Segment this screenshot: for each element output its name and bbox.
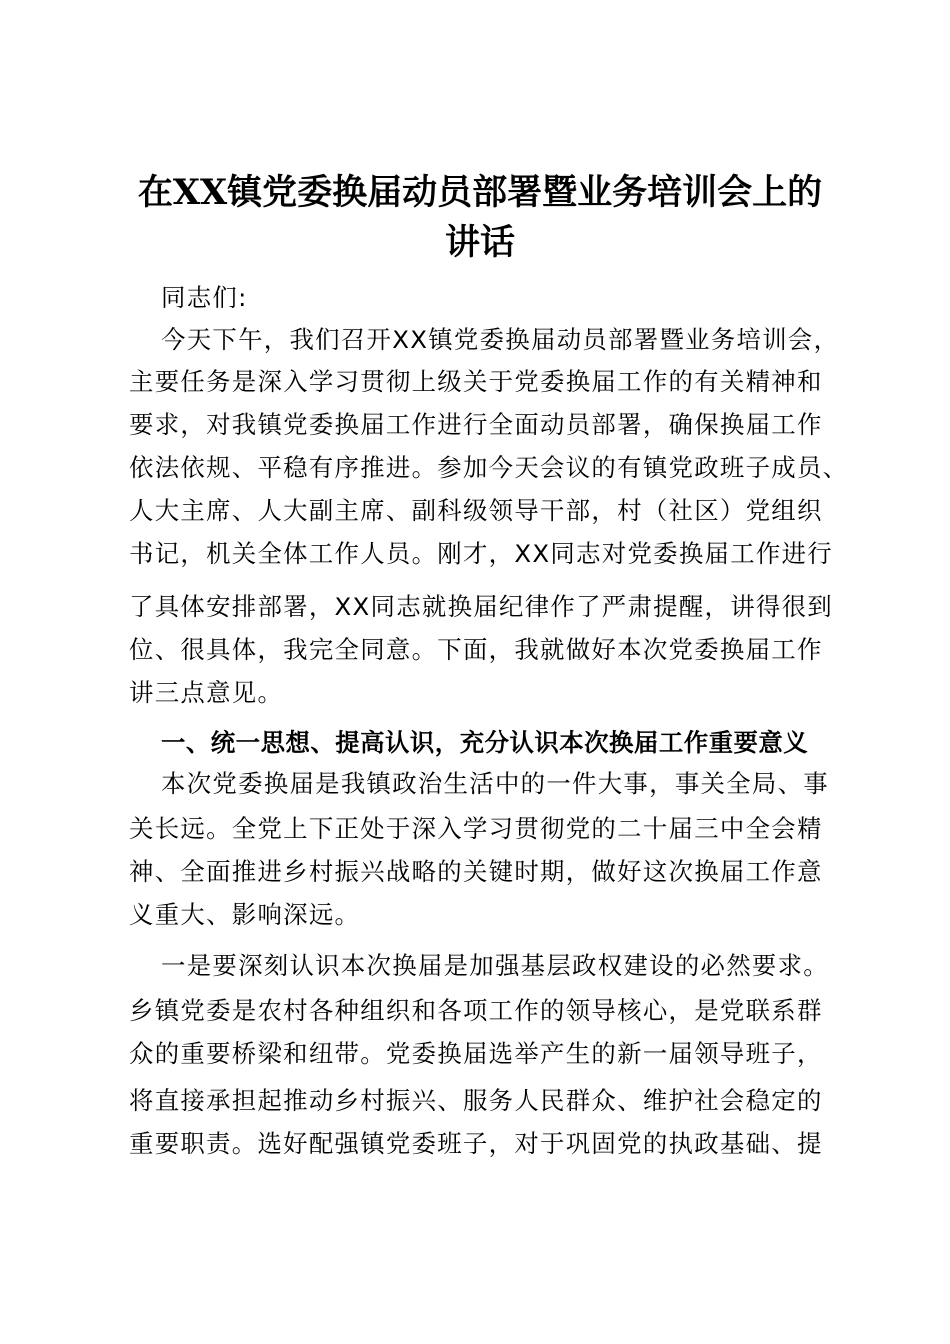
salutation: 同志们: <box>161 283 248 312</box>
paragraph-line: 关长远。全党上下正处于深入学习贯彻党的二十届三中全会精 <box>129 814 823 843</box>
paragraph-line: 重要职责。选好配强镇党委班子，对于巩固党的执政基础、提 <box>129 1129 823 1158</box>
paragraph-line: 一是要深刻认识本次换届是加强基层政权建设的必然要求。 <box>161 951 829 980</box>
paragraph-line: 今天下午，我们召开XX镇党委换届动员部署暨业务培训会， <box>161 325 840 354</box>
paragraph-line: 神、全面推进乡村振兴战略的关键时期，做好这次换届工作意 <box>129 857 823 886</box>
paragraph-line: 要求，对我镇党委换届工作进行全面动员部署，确保换届工作 <box>129 410 823 439</box>
paragraph-line: 位、很具体，我完全同意。下面，我就做好本次党委换届工作 <box>129 635 823 664</box>
paragraph-line: 人大主席、人大副主席、副科级领导干部，村（社区）党组织 <box>129 496 823 525</box>
paragraph-line: 主要任务是深入学习贯彻上级关于党委换届工作的有关精神和 <box>129 367 823 396</box>
paragraph-line: 书记，机关全体工作人员。刚才，XX同志对党委换届工作进行 <box>129 539 833 568</box>
paragraph-line: 讲三点意见。 <box>129 678 284 707</box>
paragraph-line: 将直接承担起推动乡村振兴、服务人民群众、维护社会稳定的 <box>129 1086 823 1115</box>
document-title-line-1: 在XX镇党委换届动员部署暨业务培训会上的 <box>137 172 823 213</box>
paragraph-line: 义重大、影响深远。 <box>129 900 361 929</box>
paragraph-line: 了具体安排部署，XX同志就换届纪律作了严肃提醒，讲得很到 <box>129 592 833 621</box>
section-heading: 一、统一思想、提高认识，充分认识本次换届工作重要意义 <box>161 728 809 757</box>
paragraph-line: 乡镇党委是农村各种组织和各项工作的领导核心，是党联系群 <box>129 996 823 1025</box>
paragraph-line: 依法依规、平稳有序推进。参加今天会议的有镇党政班子成员、 <box>129 453 849 482</box>
document-title-line-2: 讲话 <box>444 222 515 263</box>
paragraph-line: 众的重要桥梁和纽带。党委换届选举产生的新一届领导班子， <box>129 1039 823 1068</box>
paragraph-line: 本次党委换届是我镇政治生活中的一件大事，事关全局、事 <box>161 769 829 798</box>
